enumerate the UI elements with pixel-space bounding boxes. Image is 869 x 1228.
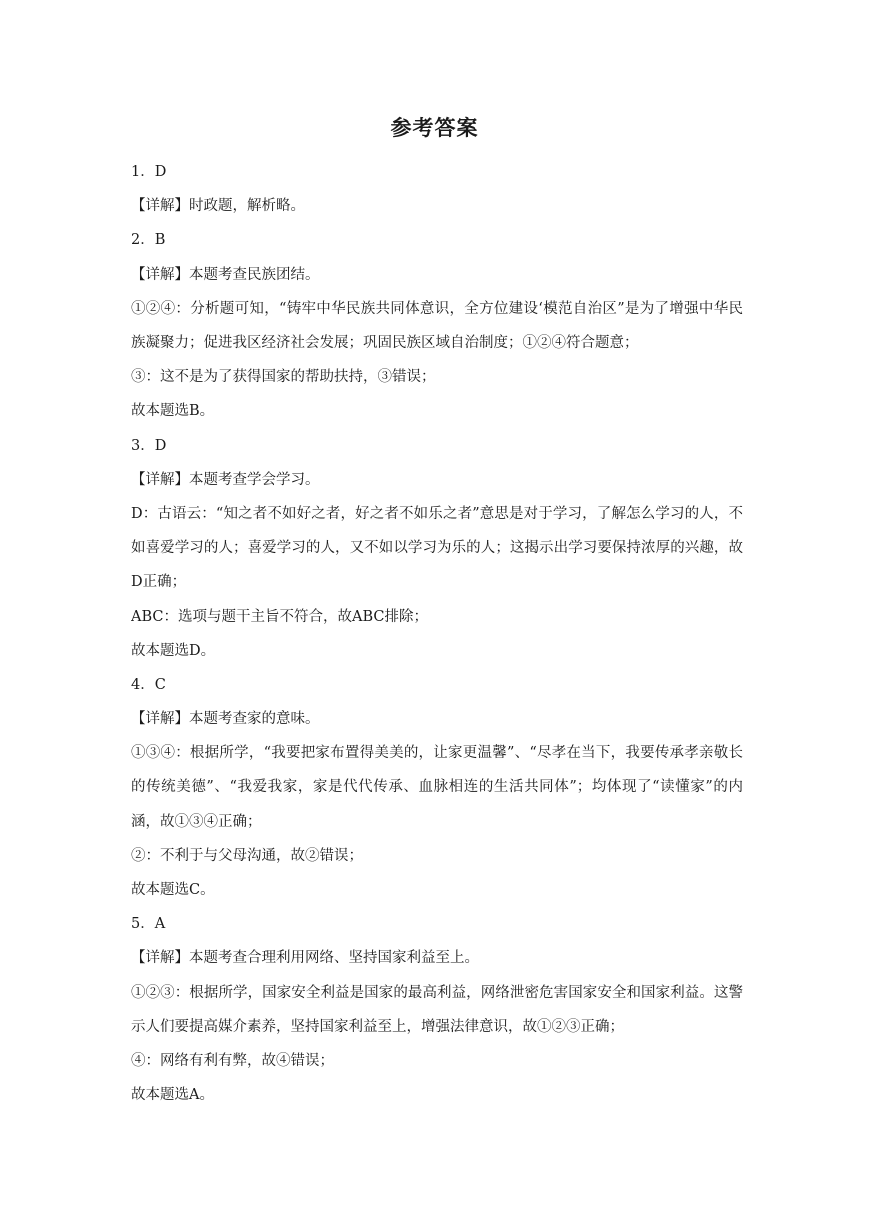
answer-1-explanation: 【详解】时政题，解析略。	[131, 198, 305, 215]
answer-4-analysis-paragraph: ①③④：根据所学，“我要把家布置得美美的，让家更温馨”、“尽孝在当下，我要传承孝亲敬长的传统美德”、“我爱我家，家是代代传承、血脉相连的生活共同体”；均体现了“读懂家”的内涵，故①③④正确；	[131, 745, 743, 830]
answer-5-analysis-paragraph: ①②③：根据所学，国家安全利益是国家的最高利益，网络泄密危害国家安全和国家利益。这警示人们要提高媒介素养，坚持国家利益至上，增强法律意识，故①②③正确；	[131, 984, 743, 1035]
answer-3-analysis-paragraph: D：古语云：“知之者不如好之者，好之者不如乐之者”意思是对于学习，了解怎么学习的人，不如喜爱学习的人；喜爱学习的人，又不如以学习为乐的人；这揭示出学习要保持浓厚的兴趣，故D正确；	[131, 505, 743, 591]
answer-3-explanation: 【详解】本题考查学会学习。	[131, 471, 320, 488]
answer-content	[131, 155, 743, 1112]
answer-5-analysis-line: ④：网络有利有弊，故④错误；	[131, 1053, 334, 1070]
page-title: 参考答案	[390, 116, 479, 140]
answer-5-explanation: 【详解】本题考查合理利用网络、坚持国家利益至上。	[131, 950, 479, 967]
answer-2-explanation: 【详解】本题考查民族团结。	[131, 266, 320, 283]
answer-4-conclusion: 故本题选C。	[131, 882, 215, 899]
answer-2-heading: 2．B	[131, 232, 166, 249]
answer-1-heading: 1．D	[131, 164, 167, 180]
answer-2-conclusion: 故本题选B。	[131, 403, 215, 420]
answer-3-conclusion: 故本题选D。	[131, 642, 216, 659]
answer-3-heading: 3．D	[131, 437, 167, 454]
answer-3-analysis-line: ABC：选项与题干主旨不符合，故ABC排除；	[131, 608, 428, 625]
answer-4-analysis-line: ②：不利于与父母沟通，故②错误；	[131, 847, 363, 864]
answer-5-conclusion: 故本题选A。	[131, 1087, 214, 1104]
answer-5-heading: 5．A	[131, 916, 166, 933]
answer-2-analysis-paragraph: ①②④：分析题可知，“铸牢中华民族共同体意识，全方位建设‘模范自治区”是为了增强中华民族凝聚力；促进我区经济社会发展；巩固民族区域自治制度；①②④符合题意；	[131, 300, 743, 351]
answer-4-explanation: 【详解】本题考查家的意味。	[131, 711, 320, 728]
answer-2-analysis-line: ③：这不是为了获得国家的帮助扶持，③错误；	[131, 369, 436, 386]
answer-4-heading: 4．C	[131, 676, 166, 693]
